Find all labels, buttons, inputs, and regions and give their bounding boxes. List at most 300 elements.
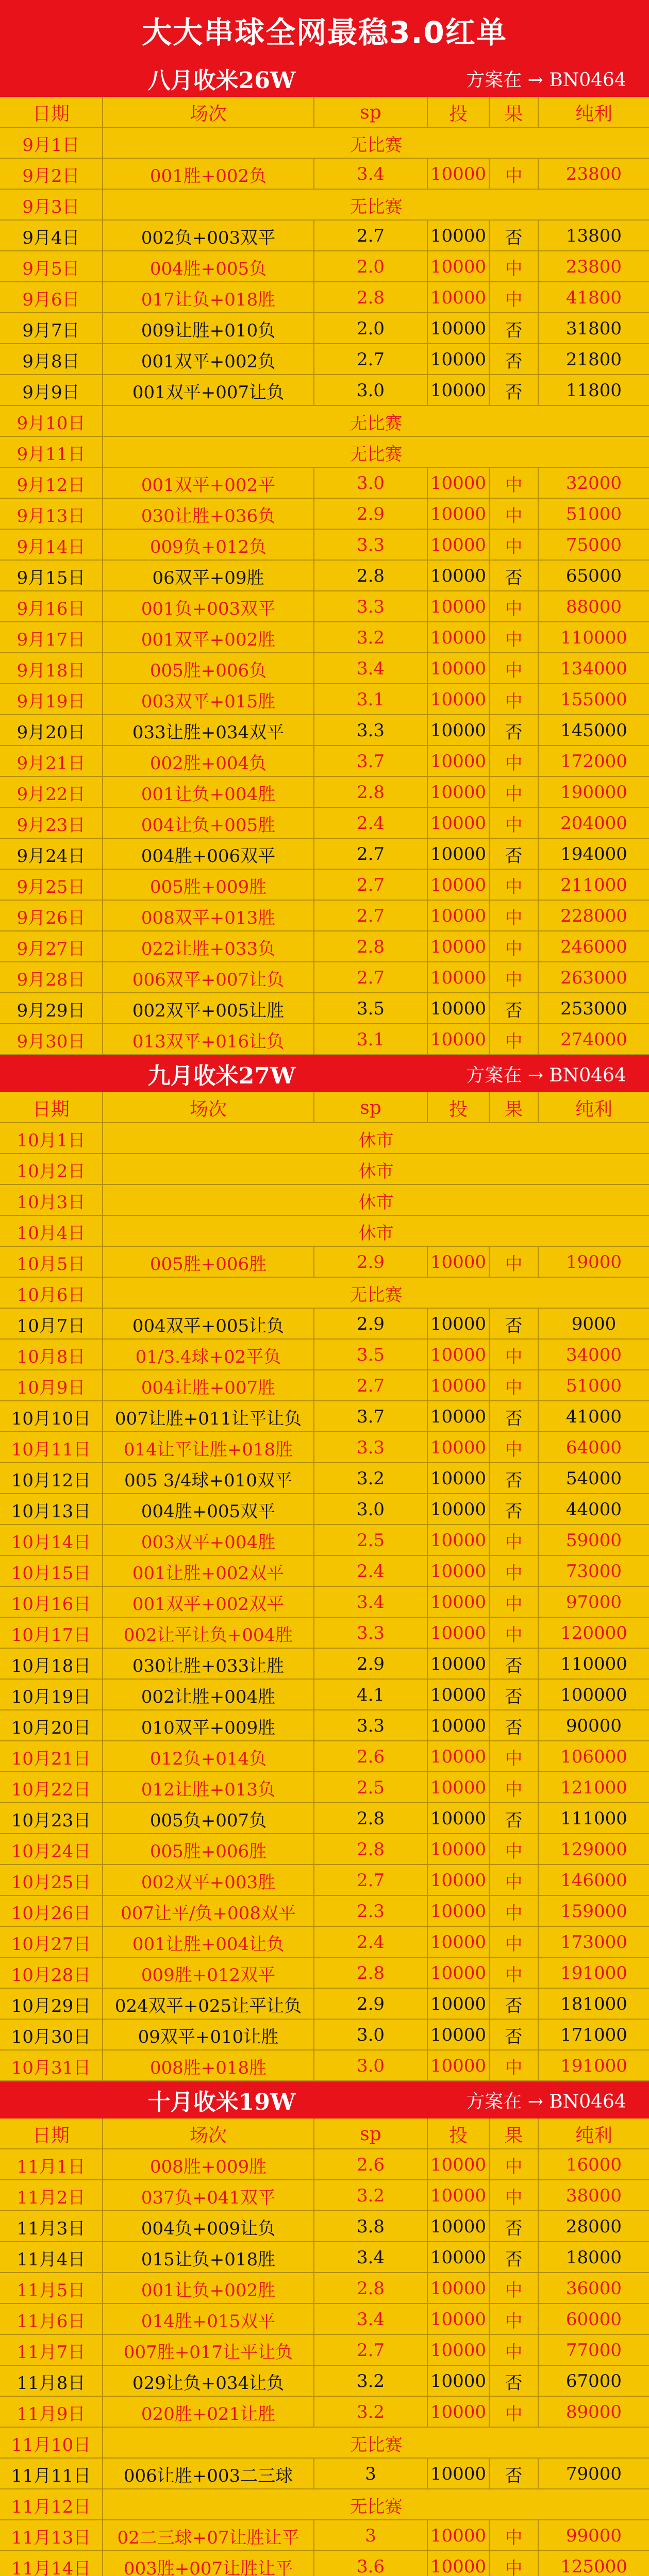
row-odds: 3.3 xyxy=(314,1710,428,1741)
row-stake: 10000 xyxy=(428,2366,490,2397)
row-match: 015让负+018胜 xyxy=(103,2242,314,2273)
row-net-profit: 64000 xyxy=(565,1437,622,1458)
table-row xyxy=(0,901,649,931)
row-result: 中 xyxy=(490,2149,539,2180)
row-date: 10月23日 xyxy=(0,1803,103,1834)
row-net-profit: 129000 xyxy=(560,1839,627,1860)
row-odds: 2.8 xyxy=(314,282,428,313)
section-plan-note: 方案在 → BN0464 xyxy=(466,2091,626,2112)
row-net-profit: 32000 xyxy=(565,473,622,494)
row-stake: 10000 xyxy=(428,1989,490,2020)
row-match: 009胜+012双平 xyxy=(103,1958,314,1989)
row-odds: 2.8 xyxy=(314,561,428,591)
row-stake: 10000 xyxy=(428,1680,490,1710)
table-row xyxy=(0,1649,649,1680)
table-row xyxy=(0,1710,649,1741)
row-result: 中 xyxy=(490,159,539,190)
row-odds: 2.7 xyxy=(314,962,428,993)
row-net-profit: 106000 xyxy=(560,1747,627,1767)
row-result: 中 xyxy=(490,2520,539,2551)
col-net-header: 纯利 xyxy=(575,2125,612,2146)
row-odds: 3.1 xyxy=(314,1024,428,1055)
table-row xyxy=(0,2050,649,2081)
table-row xyxy=(0,2180,649,2211)
row-result: 中 xyxy=(490,1370,539,1401)
row-odds: 3.0 xyxy=(314,1494,428,1525)
col-stake-header: 投 xyxy=(428,97,490,128)
row-result: 中 xyxy=(490,962,539,993)
row-match: 001胜+002负 xyxy=(103,159,314,190)
row-date: 10月6日 xyxy=(0,1278,103,1309)
row-stake: 10000 xyxy=(428,2273,490,2304)
row-match: 005负+007负 xyxy=(103,1803,314,1834)
row-stake: 10000 xyxy=(428,1556,490,1587)
row-match: 09双平+010让胜 xyxy=(103,2020,314,2050)
row-net-profit: 54000 xyxy=(565,1468,622,1489)
table-row xyxy=(0,1494,649,1525)
row-match: 007让平/负+008双平 xyxy=(103,1896,314,1927)
row-odds: 2.3 xyxy=(314,1896,428,1927)
row-date: 10月29日 xyxy=(0,1989,103,2020)
row-net-profit: 155000 xyxy=(560,689,627,710)
row-odds: 3.0 xyxy=(314,2020,428,2050)
row-stake: 10000 xyxy=(428,1649,490,1680)
row-result: 中 xyxy=(490,1772,539,1803)
row-result: 否 xyxy=(490,313,539,344)
row-net-profit: 211000 xyxy=(560,875,627,895)
row-odds: 2.0 xyxy=(314,313,428,344)
row-match: 001让负+002胜 xyxy=(103,2273,314,2304)
row-net-profit: 23800 xyxy=(565,164,622,184)
row-match: 008双平+013胜 xyxy=(103,901,314,931)
row-result: 否 xyxy=(490,2020,539,2050)
table-row xyxy=(0,777,649,808)
row-net-profit: 145000 xyxy=(560,720,627,741)
table-row xyxy=(0,1741,649,1772)
row-stake: 10000 xyxy=(428,1340,490,1370)
table-row xyxy=(0,2459,649,2489)
row-status: 休市 xyxy=(358,1192,394,1213)
row-status: 无比赛 xyxy=(350,413,403,434)
row-stake: 10000 xyxy=(428,2459,490,2489)
row-date: 9月12日 xyxy=(0,468,103,499)
row-result: 否 xyxy=(490,1309,539,1340)
row-odds: 3.3 xyxy=(314,1618,428,1649)
table-row xyxy=(0,468,649,499)
row-date: 10月8日 xyxy=(0,1340,103,1370)
row-match: 010双平+009胜 xyxy=(103,1710,314,1741)
row-match: 002双平+003胜 xyxy=(103,1865,314,1896)
row-date: 9月25日 xyxy=(0,870,103,901)
row-date: 10月20日 xyxy=(0,1710,103,1741)
row-result: 中 xyxy=(490,1024,539,1055)
row-result: 中 xyxy=(490,2397,539,2428)
row-stake: 10000 xyxy=(428,251,490,282)
row-stake: 10000 xyxy=(428,622,490,653)
row-result: 中 xyxy=(490,251,539,282)
row-odds: 2.7 xyxy=(314,870,428,901)
row-result: 中 xyxy=(490,2273,539,2304)
row-match: 001双平+002双平 xyxy=(103,1587,314,1618)
row-stake: 10000 xyxy=(428,1309,490,1340)
row-match: 001让负+004胜 xyxy=(103,777,314,808)
table-row xyxy=(0,1680,649,1710)
col-stake-header: 投 xyxy=(428,2119,490,2149)
row-stake: 10000 xyxy=(428,1958,490,1989)
row-stake: 10000 xyxy=(428,530,490,561)
table-row xyxy=(0,1927,649,1958)
table-row xyxy=(0,1309,649,1340)
row-net-profit: 263000 xyxy=(560,968,627,988)
row-match: 002胜+004负 xyxy=(103,746,314,777)
row-net-profit: 51000 xyxy=(565,1376,622,1396)
row-net-profit: 253000 xyxy=(560,998,627,1019)
row-date: 9月11日 xyxy=(0,437,103,468)
row-status: 无比赛 xyxy=(350,2434,403,2455)
row-net-profit: 110000 xyxy=(560,628,627,648)
row-result: 中 xyxy=(490,1958,539,1989)
row-odds: 2.6 xyxy=(314,1741,428,1772)
table-row xyxy=(0,1618,649,1649)
row-result: 中 xyxy=(490,499,539,530)
row-stake: 10000 xyxy=(428,2180,490,2211)
row-match: 009负+012负 xyxy=(103,530,314,561)
row-result: 否 xyxy=(490,2459,539,2489)
row-date: 10月27日 xyxy=(0,1927,103,1958)
row-result: 中 xyxy=(490,2180,539,2211)
row-result: 中 xyxy=(490,1896,539,1927)
row-odds: 2.9 xyxy=(314,499,428,530)
row-match: 012负+014负 xyxy=(103,1741,314,1772)
row-stake: 10000 xyxy=(428,746,490,777)
row-date: 10月15日 xyxy=(0,1556,103,1587)
row-net-profit: 228000 xyxy=(560,906,627,926)
row-odds: 2.6 xyxy=(314,2149,428,2180)
row-stake: 10000 xyxy=(428,1247,490,1278)
row-stake: 10000 xyxy=(428,344,490,375)
row-match: 06双平+09胜 xyxy=(103,561,314,591)
row-date: 9月2日 xyxy=(0,159,103,190)
row-odds: 3.7 xyxy=(314,746,428,777)
row-net-profit: 204000 xyxy=(560,813,627,834)
row-result: 中 xyxy=(490,1834,539,1865)
row-odds: 3.2 xyxy=(314,1463,428,1494)
row-odds: 3.4 xyxy=(314,653,428,684)
row-odds: 2.7 xyxy=(314,221,428,251)
row-result: 否 xyxy=(490,1710,539,1741)
row-odds: 2.9 xyxy=(314,1247,428,1278)
row-date: 9月14日 xyxy=(0,530,103,561)
row-match: 024双平+025让平让负 xyxy=(103,1989,314,2020)
row-result: 中 xyxy=(490,901,539,931)
row-status: 无比赛 xyxy=(350,2496,403,2517)
row-result: 否 xyxy=(490,1494,539,1525)
col-date-header: 日期 xyxy=(0,2119,103,2149)
col-date-header: 日期 xyxy=(0,1092,103,1123)
row-date: 11月10日 xyxy=(0,2428,103,2459)
col-stake-header: 投 xyxy=(428,1092,490,1123)
table-row xyxy=(0,962,649,993)
row-stake: 10000 xyxy=(428,2050,490,2081)
row-date: 9月22日 xyxy=(0,777,103,808)
row-match: 005胜+009胜 xyxy=(103,870,314,901)
row-date: 10月28日 xyxy=(0,1958,103,1989)
table-row xyxy=(0,2304,649,2335)
column-header-row xyxy=(0,2119,649,2149)
table-row xyxy=(0,839,649,870)
section-header xyxy=(0,1055,649,1092)
row-result: 中 xyxy=(490,530,539,561)
row-net-profit: 121000 xyxy=(560,1777,627,1798)
table-row xyxy=(0,1401,649,1432)
row-result: 否 xyxy=(490,561,539,591)
table-row xyxy=(0,1587,649,1618)
col-sp-header: sp xyxy=(314,97,428,128)
table-row xyxy=(0,2520,649,2551)
row-net-profit: 60000 xyxy=(565,2309,622,2330)
row-stake: 10000 xyxy=(428,313,490,344)
row-result: 中 xyxy=(490,468,539,499)
row-odds: 3.7 xyxy=(314,1401,428,1432)
row-odds: 2.8 xyxy=(314,777,428,808)
section-plan-note: 方案在 → BN0464 xyxy=(466,69,626,91)
row-date: 9月19日 xyxy=(0,684,103,715)
row-date: 10月2日 xyxy=(0,1154,103,1185)
row-odds: 3.2 xyxy=(314,622,428,653)
row-odds: 2.7 xyxy=(314,1370,428,1401)
table-row xyxy=(0,1216,649,1247)
row-date: 9月20日 xyxy=(0,715,103,746)
row-net-profit: 191000 xyxy=(560,1963,627,1984)
table-row xyxy=(0,1278,649,1309)
row-net-profit: 171000 xyxy=(560,2025,627,2045)
row-date: 9月21日 xyxy=(0,746,103,777)
row-stake: 10000 xyxy=(428,1463,490,1494)
row-result: 否 xyxy=(490,2242,539,2273)
row-date: 9月27日 xyxy=(0,931,103,962)
row-match: 006让胜+003二三球 xyxy=(103,2459,314,2489)
row-net-profit: 190000 xyxy=(560,782,627,803)
row-odds: 3.3 xyxy=(314,530,428,561)
row-date: 9月5日 xyxy=(0,251,103,282)
row-result: 否 xyxy=(490,993,539,1024)
table-row xyxy=(0,2551,649,2576)
row-date: 11月13日 xyxy=(0,2520,103,2551)
row-match: 008胜+018胜 xyxy=(103,2050,314,2081)
row-odds: 2.7 xyxy=(314,2335,428,2366)
row-match: 014胜+015双平 xyxy=(103,2304,314,2335)
row-odds: 2.9 xyxy=(314,1989,428,2020)
row-date: 9月4日 xyxy=(0,221,103,251)
row-stake: 10000 xyxy=(428,221,490,251)
row-net-profit: 77000 xyxy=(565,2340,622,2361)
row-net-profit: 65000 xyxy=(565,566,622,586)
row-stake: 10000 xyxy=(428,282,490,313)
row-date: 9月10日 xyxy=(0,406,103,437)
row-result: 中 xyxy=(490,653,539,684)
row-odds: 2.8 xyxy=(314,2273,428,2304)
table-row xyxy=(0,313,649,344)
row-stake: 10000 xyxy=(428,993,490,1024)
row-date: 11月2日 xyxy=(0,2180,103,2211)
row-date: 9月15日 xyxy=(0,561,103,591)
row-date: 11月6日 xyxy=(0,2304,103,2335)
row-odds: 2.4 xyxy=(314,1927,428,1958)
row-odds: 3.2 xyxy=(314,2180,428,2211)
row-date: 10月14日 xyxy=(0,1525,103,1556)
row-stake: 10000 xyxy=(428,561,490,591)
row-result: 中 xyxy=(490,870,539,901)
row-net-profit: 120000 xyxy=(560,1623,627,1643)
row-odds: 2.9 xyxy=(314,1649,428,1680)
row-match: 037负+041双平 xyxy=(103,2180,314,2211)
table-row xyxy=(0,1556,649,1587)
table-row xyxy=(0,993,649,1024)
row-net-profit: 38000 xyxy=(565,2185,622,2206)
row-match: 020胜+021让胜 xyxy=(103,2397,314,2428)
row-stake: 10000 xyxy=(428,375,490,406)
row-match: 001让胜+002双平 xyxy=(103,1556,314,1587)
row-result: 中 xyxy=(490,1556,539,1587)
row-stake: 10000 xyxy=(428,839,490,870)
row-date: 10月24日 xyxy=(0,1834,103,1865)
row-date: 11月14日 xyxy=(0,2551,103,2576)
table-row xyxy=(0,2273,649,2304)
row-stake: 10000 xyxy=(428,931,490,962)
row-result: 中 xyxy=(490,622,539,653)
row-net-profit: 51000 xyxy=(565,504,622,524)
row-stake: 10000 xyxy=(428,1494,490,1525)
table-row xyxy=(0,530,649,561)
row-match: 030让胜+036负 xyxy=(103,499,314,530)
col-sp-header: sp xyxy=(314,1092,428,1123)
row-odds: 2.7 xyxy=(314,1865,428,1896)
table-row xyxy=(0,1896,649,1927)
row-odds: 2.4 xyxy=(314,808,428,839)
table-row xyxy=(0,684,649,715)
row-match: 01/3.4球+02平负 xyxy=(103,1340,314,1370)
table-row xyxy=(0,808,649,839)
row-net-profit: 19000 xyxy=(565,1252,622,1273)
row-stake: 10000 xyxy=(428,1618,490,1649)
row-stake: 10000 xyxy=(428,1370,490,1401)
row-net-profit: 100000 xyxy=(560,1685,627,1705)
row-date: 10月3日 xyxy=(0,1185,103,1216)
row-result: 否 xyxy=(490,839,539,870)
row-status: 无比赛 xyxy=(350,444,403,465)
row-odds: 3.4 xyxy=(314,159,428,190)
row-date: 11月3日 xyxy=(0,2211,103,2242)
table-row xyxy=(0,406,649,437)
row-result: 中 xyxy=(490,931,539,962)
row-stake: 10000 xyxy=(428,1710,490,1741)
table-row xyxy=(0,437,649,468)
row-date: 9月17日 xyxy=(0,622,103,653)
row-result: 中 xyxy=(490,1865,539,1896)
row-match: 006双平+007让负 xyxy=(103,962,314,993)
row-odds: 3.0 xyxy=(314,375,428,406)
row-stake: 10000 xyxy=(428,870,490,901)
row-stake: 10000 xyxy=(428,715,490,746)
row-odds: 3.2 xyxy=(314,2366,428,2397)
row-result: 中 xyxy=(490,1432,539,1463)
table-row xyxy=(0,2366,649,2397)
row-net-profit: 16000 xyxy=(565,2155,622,2175)
row-stake: 10000 xyxy=(428,1401,490,1432)
row-odds: 2.8 xyxy=(314,1803,428,1834)
row-net-profit: 274000 xyxy=(560,1029,627,1050)
row-stake: 10000 xyxy=(428,2520,490,2551)
row-match: 001双平+002胜 xyxy=(103,622,314,653)
row-match: 004胜+005双平 xyxy=(103,1494,314,1525)
row-match: 008胜+009胜 xyxy=(103,2149,314,2180)
row-date: 11月4日 xyxy=(0,2242,103,2273)
row-date: 10月11日 xyxy=(0,1432,103,1463)
table-row xyxy=(0,715,649,746)
row-match: 02二三球+07让胜让平 xyxy=(103,2520,314,2551)
row-date: 10月30日 xyxy=(0,2020,103,2050)
table-row xyxy=(0,591,649,622)
row-match: 007让胜+011让平让负 xyxy=(103,1401,314,1432)
row-date: 11月1日 xyxy=(0,2149,103,2180)
row-match: 005胜+006胜 xyxy=(103,1834,314,1865)
table-row xyxy=(0,1185,649,1216)
row-odds: 4.1 xyxy=(314,1680,428,1710)
row-result: 中 xyxy=(490,746,539,777)
table-row xyxy=(0,2242,649,2273)
row-date: 9月28日 xyxy=(0,962,103,993)
table-row xyxy=(0,499,649,530)
row-date: 10月7日 xyxy=(0,1309,103,1340)
row-stake: 10000 xyxy=(428,684,490,715)
col-date-header: 日期 xyxy=(0,97,103,128)
row-odds: 3.3 xyxy=(314,591,428,622)
row-net-profit: 21800 xyxy=(565,349,622,370)
table-row xyxy=(0,1989,649,2020)
row-match: 004让胜+007胜 xyxy=(103,1370,314,1401)
row-net-profit: 146000 xyxy=(560,1870,627,1891)
row-odds: 2.7 xyxy=(314,901,428,931)
table-row xyxy=(0,2149,649,2180)
row-net-profit: 90000 xyxy=(565,1716,622,1736)
row-date: 11月12日 xyxy=(0,2489,103,2520)
row-odds: 3.1 xyxy=(314,684,428,715)
column-header-row xyxy=(0,97,649,128)
row-odds: 2.9 xyxy=(314,1309,428,1340)
row-result: 中 xyxy=(490,684,539,715)
row-match: 002让平让负+004胜 xyxy=(103,1618,314,1649)
row-stake: 10000 xyxy=(428,591,490,622)
table-row xyxy=(0,282,649,313)
row-stake: 10000 xyxy=(428,1803,490,1834)
table-row xyxy=(0,870,649,901)
row-date: 10月22日 xyxy=(0,1772,103,1803)
row-match: 004双平+005让负 xyxy=(103,1309,314,1340)
row-result: 否 xyxy=(490,1803,539,1834)
row-net-profit: 41000 xyxy=(565,1406,622,1427)
row-date: 11月11日 xyxy=(0,2459,103,2489)
row-match: 009让胜+010负 xyxy=(103,313,314,344)
row-net-profit: 110000 xyxy=(560,1654,627,1674)
row-stake: 10000 xyxy=(428,1834,490,1865)
table-row xyxy=(0,1154,649,1185)
row-result: 中 xyxy=(490,1927,539,1958)
row-date: 10月26日 xyxy=(0,1896,103,1927)
row-date: 9月3日 xyxy=(0,190,103,221)
row-result: 中 xyxy=(490,1247,539,1278)
row-match: 004胜+005负 xyxy=(103,251,314,282)
row-match: 017让负+018胜 xyxy=(103,282,314,313)
